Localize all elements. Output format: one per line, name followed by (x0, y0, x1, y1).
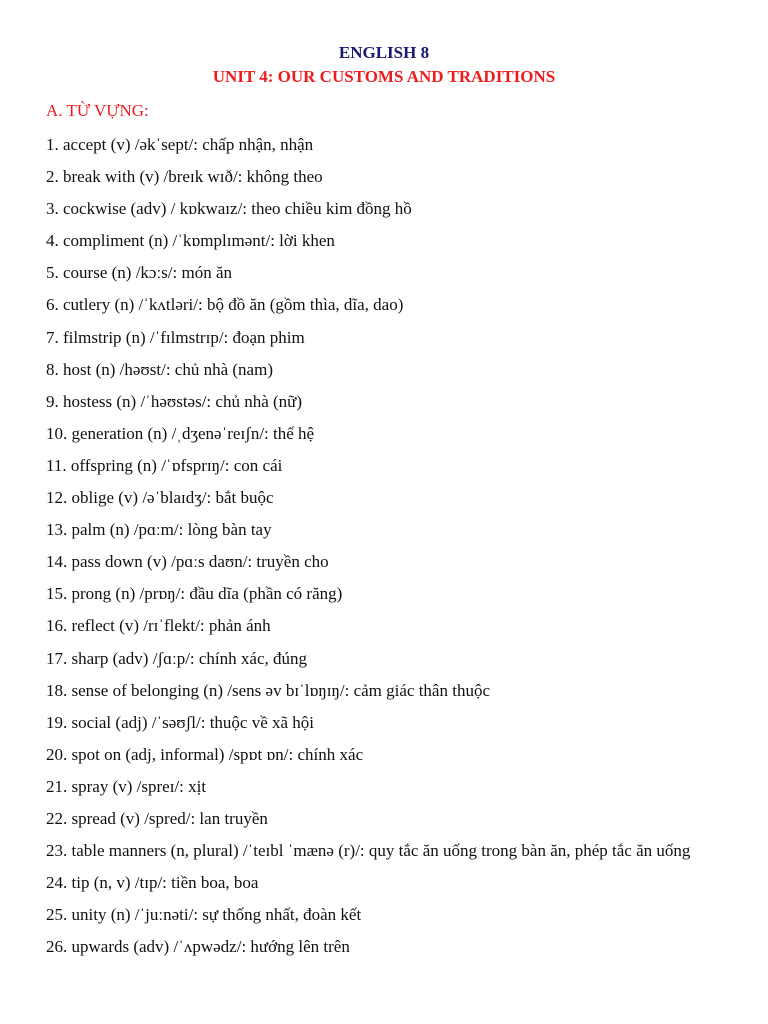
vocabulary-item: 13. palm (n) /pɑːm/: lòng bàn tay (46, 520, 272, 540)
vocabulary-item: 5. course (n) /kɔːs/: món ăn (46, 263, 233, 283)
vocabulary-item: 6. cutlery (n) /ˈkʌtləri/: bộ đồ ăn (gồm thìa, dĩa, dao) (46, 295, 404, 315)
vocabulary-item: 22. spread (v) /spred/: lan truyền (46, 808, 268, 828)
vocabulary-item: 1. accept (v) /əkˈsept/: chấp nhận, nhận (46, 135, 314, 154)
vocabulary-item: 8. host (n) /həʊst/: chủ nhà (nam) (46, 359, 273, 379)
vocabulary-list (46, 134, 726, 968)
vocabulary-item: 7. filmstrip (n) /ˈfɪlmstrɪp/: đoạn phim (46, 327, 305, 347)
vocabulary-item: 10. generation (n) /ˌdʒenəˈreɪʃn/: thế hệ (46, 423, 315, 443)
unit-title: UNIT 4: OUR CUSTOMS AND TRADITIONS (212, 67, 556, 86)
vocabulary-item: 25. unity (n) /ˈjuːnəti/: sự thống nhất, đoàn kết (46, 905, 362, 925)
vocabulary-item: 16. reflect (v) /rɪˈflekt/: phản ánh (46, 616, 271, 636)
vocabulary-item: 19. social (adj) /ˈsəʊʃl/: thuộc về xã hội (46, 712, 315, 732)
vocabulary-item: 17. sharp (adv) /ʃɑːp/: chính xác, đúng (46, 648, 307, 668)
vocabulary-item: 12. oblige (v) /əˈblaɪdʒ/: bắt buộc (46, 488, 274, 508)
vocabulary-item: 3. cockwise (adv) / kɒkwaɪz/: theo chiều kim đồng hồ (46, 199, 412, 219)
vocabulary-item: 11. offspring (n) /ˈɒfsprɪŋ/: con cái (46, 455, 283, 475)
vocabulary-item: 2. break with (v) /breɪk wɪð/: không theo (46, 167, 323, 187)
vocabulary-item: 24. tip (n, v) /tɪp/: tiền boa, boa (46, 873, 259, 893)
vocabulary-item: 23. table manners (n, plural) /ˈteɪbl ˈmænə (r)/: quy tắc ăn uống trong bàn ăn, phép tắc ăn uống (46, 841, 691, 861)
vocabulary-item: 26. upwards (adv) /ˈʌpwədz/: hướng lên trên (46, 937, 350, 957)
vocabulary-item: 4. compliment (n) /ˈkɒmplɪmənt/: lời khen (46, 231, 335, 251)
document-title: ENGLISH 8 (338, 43, 430, 62)
vocabulary-item: 14. pass down (v) /pɑːs daʊn/: truyền cho (46, 552, 329, 572)
vocabulary-item: 18. sense of belonging (n) /sens əv bɪˈlɒŋɪŋ/: cảm giác thân thuộc (46, 680, 490, 700)
vocabulary-item: 20. spot on (adj, informal) /spɒt ɒn/: chính xác (46, 744, 364, 764)
vocabulary-item: 15. prong (n) /prɒŋ/: đầu dĩa (phần có răng) (46, 584, 343, 604)
vocabulary-item: 21. spray (v) /spreɪ/: xịt (46, 776, 207, 796)
vocabulary-item: 9. hostess (n) /ˈhəʊstəs/: chủ nhà (nữ) (46, 391, 303, 411)
section-heading: A. TỪ VỰNG: (46, 101, 149, 120)
